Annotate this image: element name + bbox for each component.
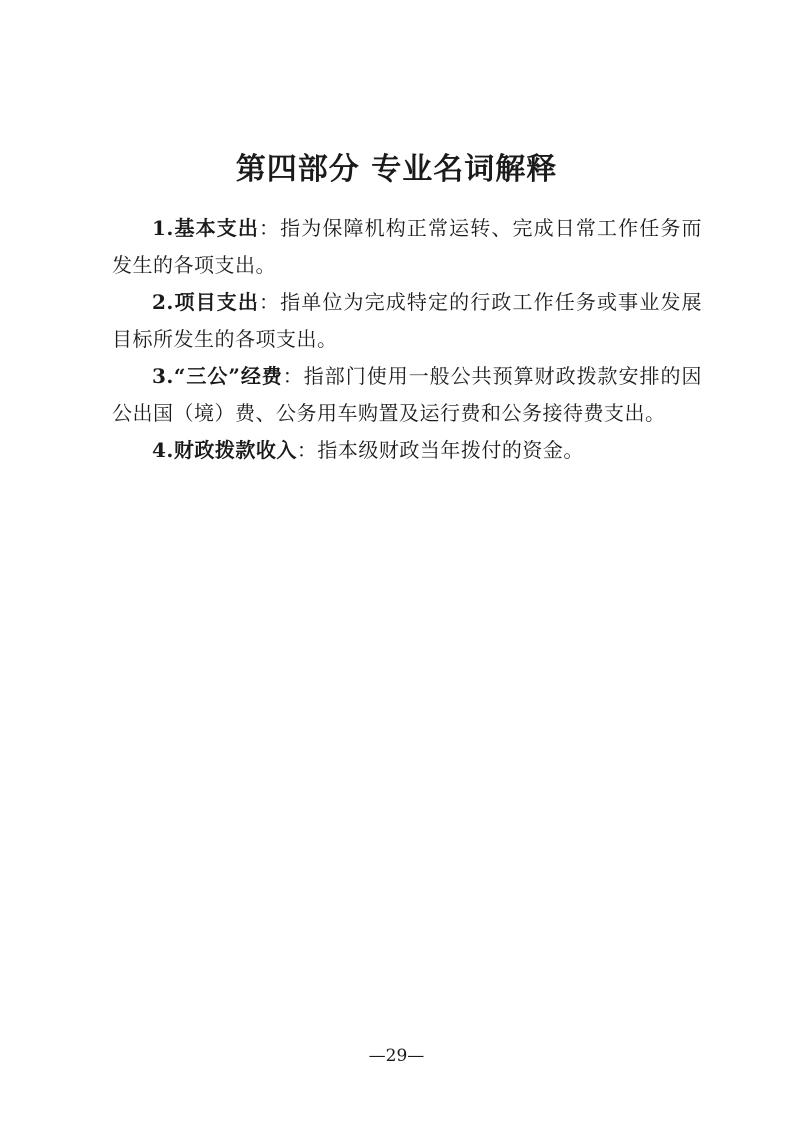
- definition-paragraph-project-expenditure: [112, 284, 702, 358]
- term-separator: ：: [259, 290, 281, 314]
- page-number: —29—: [368, 1046, 425, 1066]
- definition-paragraph-basic-expenditure: [112, 210, 702, 284]
- definition-text: 指本级财政当年拨付的资金。: [317, 438, 584, 462]
- definition-paragraph-three-public-expenses: [112, 358, 702, 432]
- section-title: 第四部分 专业名词解释: [235, 152, 558, 187]
- term-separator: ：: [296, 438, 318, 462]
- definition-text: 指单位为完成特定的行政工作任务或事业发展目标所发生的各项支出。: [112, 290, 703, 351]
- term-label: 3.“三公”经费: [152, 364, 283, 388]
- term-label: 1.基本支出: [152, 216, 260, 240]
- definition-text: 指为保障机构正常运转、完成日常工作任务而发生的各项支出。: [112, 216, 703, 277]
- term-label: 2.项目支出: [152, 290, 260, 314]
- definitions-list: [112, 210, 702, 469]
- term-separator: ：: [282, 364, 304, 388]
- definition-text: 指部门使用一般公共预算财政拨款安排的因公出国（境）费、公务用车购置及运行费和公务接待费支出。: [112, 364, 702, 425]
- definition-paragraph-fiscal-appropriation-income: [112, 432, 702, 469]
- term-label: 4.财政拨款收入: [152, 438, 297, 462]
- term-separator: ：: [259, 216, 281, 240]
